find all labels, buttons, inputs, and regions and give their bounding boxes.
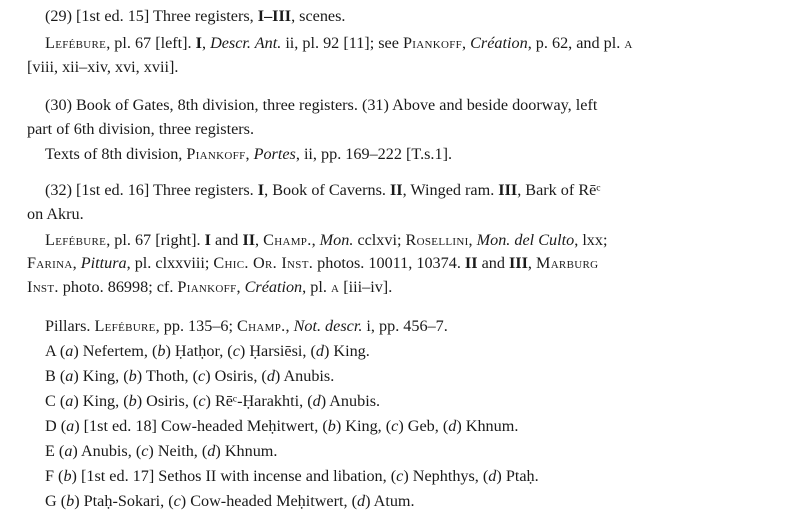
text: ,	[255, 231, 264, 249]
pillar-f	[45, 466, 539, 486]
work-title: Mon.	[319, 231, 354, 249]
side-letter: d	[207, 442, 216, 460]
entry-32-line-3	[45, 230, 608, 250]
text: ) Ptaḥ-Sokari, (	[74, 492, 174, 510]
entry-30-line-2	[27, 119, 254, 139]
entry-32-line-1	[45, 180, 600, 200]
side-letter: a	[66, 417, 75, 435]
text: part of 6th division, three registers.	[27, 120, 255, 138]
author-name: Lefébure	[45, 34, 107, 52]
register-numeral: II	[389, 181, 403, 199]
author-name: Champ.	[237, 317, 286, 335]
work-title: Portes	[253, 145, 296, 163]
text: ) Osiris, (	[136, 392, 199, 410]
text: and	[210, 231, 243, 249]
register-numeral: I	[195, 34, 202, 52]
register-numeral: III	[498, 181, 518, 199]
side-letter: c	[232, 342, 240, 360]
work-title: Création	[244, 278, 303, 296]
text: ) Anubis, (	[72, 442, 142, 460]
text: cclxvi;	[353, 231, 406, 249]
side-letter: c	[396, 467, 404, 485]
work-title: Pittura	[80, 254, 127, 272]
text: ) Khnum.	[456, 417, 519, 435]
work-title: Not. descr.	[293, 317, 363, 335]
side-letter: b	[128, 367, 137, 385]
text: F (	[45, 467, 64, 485]
institution-name: Inst.	[27, 278, 59, 296]
work-title: Descr. Ant.	[210, 34, 282, 52]
text: , lxx;	[574, 231, 608, 249]
text: , pp. 135–6;	[155, 317, 238, 335]
side-letter: c	[198, 367, 206, 385]
text: ) Nefertem, (	[73, 342, 158, 360]
pillar-g	[45, 491, 415, 511]
side-letter: b	[66, 492, 75, 510]
author-name: Piankoff	[402, 34, 463, 52]
side-letter: d	[315, 342, 324, 360]
text: [iii–iv].	[339, 278, 393, 296]
text: ) Thoth, (	[136, 367, 199, 385]
side-letter: a	[65, 392, 74, 410]
pillar-c	[45, 391, 380, 411]
text: photo. 86998; cf.	[58, 278, 178, 296]
text: , pl. 67 [left].	[106, 34, 196, 52]
text: ,	[236, 278, 245, 296]
text: i, pp. 456–7.	[362, 317, 448, 335]
text: photos. 10011, 10374.	[313, 254, 465, 272]
text: , Book of Caverns.	[264, 181, 390, 199]
text: ) Cow-headed Meḥitwert, (	[180, 492, 357, 510]
text: ) Nephthys, (	[403, 467, 489, 485]
text: Pillars.	[45, 317, 95, 335]
side-letter: b	[157, 342, 166, 360]
text: , p. 62, and pl.	[527, 34, 625, 52]
text: , Winged ram.	[402, 181, 499, 199]
text: ) Khnum.	[215, 442, 278, 460]
text: ) Osiris, (	[205, 367, 267, 385]
text: on Akru.	[27, 205, 84, 223]
entry-30-line-1	[45, 95, 597, 115]
side-letter: c	[391, 417, 399, 435]
text: , pl. clxxviii;	[126, 254, 214, 272]
text: ) Rēᶜ-Ḥarakhti, (	[205, 392, 313, 410]
entry-29-line-1	[45, 6, 345, 26]
text: ,	[311, 231, 320, 249]
text: ) King, (	[73, 392, 129, 410]
text: , pl.	[302, 278, 331, 296]
pillars-heading	[45, 316, 448, 336]
text: ) [1st ed. 17] Sethos II with incense and libation, (	[71, 467, 397, 485]
plate-letter: a	[330, 278, 340, 296]
side-letter: a	[65, 367, 74, 385]
work-title: Création	[470, 34, 528, 52]
text: ) King, (	[335, 417, 392, 435]
pillar-a	[45, 341, 370, 361]
side-letter: d	[357, 492, 366, 510]
entry-29-line-2	[45, 33, 633, 53]
pillar-e	[45, 441, 277, 461]
text: ) King.	[323, 342, 370, 360]
text: ) Ptaḥ.	[496, 467, 539, 485]
side-letter: a	[64, 442, 73, 460]
text: ) Ḥarsiēsi, (	[239, 342, 316, 360]
text: (32) [1st ed. 16] Three registers.	[45, 181, 258, 199]
text: ) [1st ed. 18] Cow-headed Meḥitwert, (	[74, 417, 328, 435]
side-letter: d	[266, 367, 275, 385]
text: , pl. 67 [right].	[106, 231, 205, 249]
text: ) Geb, (	[398, 417, 449, 435]
text: ) Anubis.	[320, 392, 381, 410]
text: D (	[45, 417, 67, 435]
text: C (	[45, 392, 66, 410]
pillar-d	[45, 416, 518, 436]
text: Texts of 8th division,	[45, 145, 187, 163]
side-letter: b	[63, 467, 72, 485]
work-title: Mon. del Culto	[476, 231, 575, 249]
side-letter: d	[488, 467, 497, 485]
register-numerals: I–III	[257, 7, 292, 25]
text: ) Anubis.	[274, 367, 335, 385]
register-numeral: I	[204, 231, 211, 249]
text: ) Neith, (	[148, 442, 208, 460]
institution-name: Marburg	[536, 254, 599, 272]
text: ,	[468, 231, 477, 249]
text: ,	[527, 254, 536, 272]
text: ) Ḥatḥor, (	[165, 342, 233, 360]
entry-29-line-3	[27, 57, 178, 77]
text: , scenes.	[291, 7, 346, 25]
institution-name: Chic. Or. Inst.	[213, 254, 314, 272]
pillar-b	[45, 366, 334, 386]
text: ,	[462, 34, 471, 52]
author-name: Piankoff	[177, 278, 237, 296]
text: E (	[45, 442, 65, 460]
register-numeral: III	[509, 254, 528, 272]
author-name: Lefébure	[94, 317, 156, 335]
side-letter: a	[65, 342, 74, 360]
entry-30-line-3	[45, 144, 452, 164]
text: , ii, pp. 169–222 [T.s.1].	[295, 145, 453, 163]
author-name: Piankoff	[186, 145, 246, 163]
text: G (	[45, 492, 67, 510]
register-numeral: II	[242, 231, 256, 249]
text: ,	[201, 34, 211, 52]
text: ,	[285, 317, 294, 335]
text: ) Atum.	[365, 492, 415, 510]
author-name: Lefébure	[45, 231, 107, 249]
text: [viii, xii–xiv, xvi, xvii].	[27, 58, 179, 76]
entry-32-line-4	[27, 253, 598, 273]
register-numeral: II	[464, 254, 478, 272]
text: ii, pl. 92 [11]; see	[281, 34, 403, 52]
text: (29) [1st ed. 15] Three registers,	[45, 7, 258, 25]
side-letter: d	[448, 417, 457, 435]
text: ,	[72, 254, 81, 272]
author-name: Farina	[27, 254, 73, 272]
text: (30) Book of Gates, 8th division, three registers. (31) Above and beside doorway, left	[45, 96, 598, 114]
side-letter: b	[128, 392, 137, 410]
side-letter: c	[141, 442, 149, 460]
entry-32-line-5	[27, 277, 392, 297]
plate-letter: a	[624, 34, 633, 52]
text: and	[477, 254, 509, 272]
side-letter: c	[198, 392, 206, 410]
text: , Bark of Rēᶜ	[517, 181, 601, 199]
text: B (	[45, 367, 66, 385]
side-letter: b	[327, 417, 336, 435]
text: ) King, (	[73, 367, 129, 385]
text: ,	[245, 145, 254, 163]
author-name: Champ.	[263, 231, 312, 249]
side-letter: d	[312, 392, 321, 410]
text: A (	[45, 342, 66, 360]
register-numeral: I	[257, 181, 265, 199]
author-name: Rosellini	[405, 231, 469, 249]
side-letter: c	[173, 492, 181, 510]
entry-32-line-2	[27, 204, 84, 224]
